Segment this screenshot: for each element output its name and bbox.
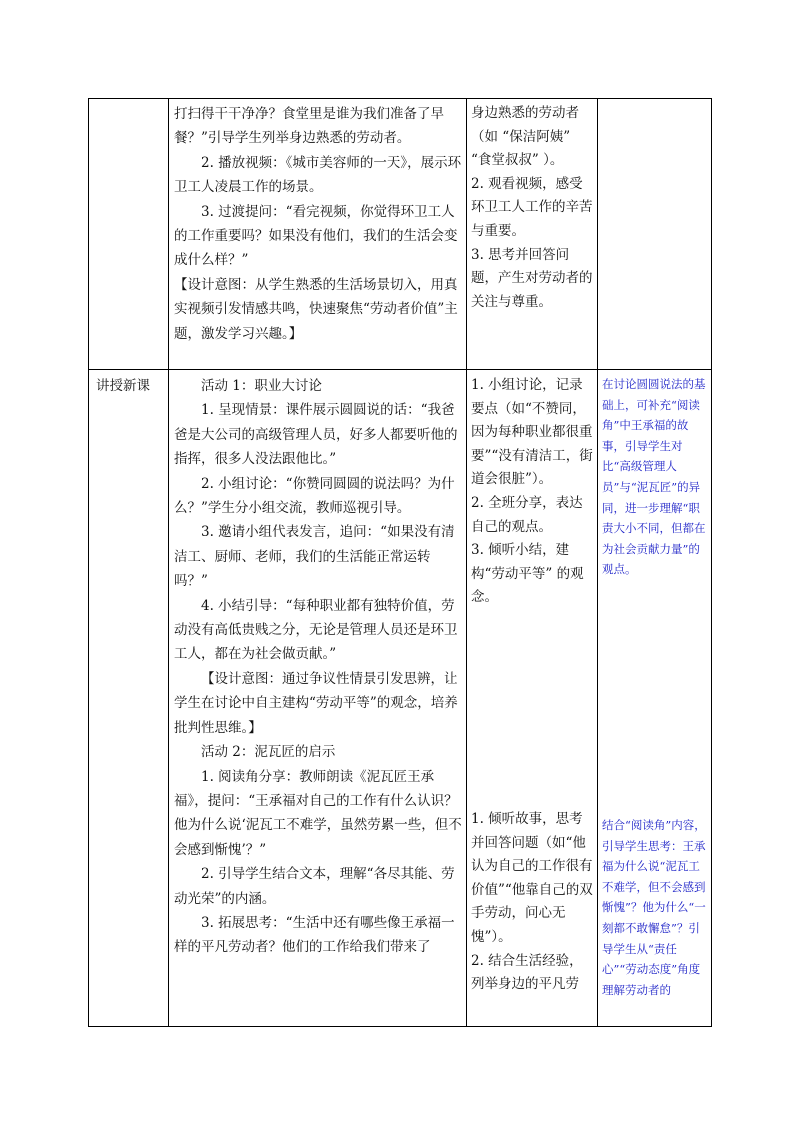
row-divider bbox=[88, 369, 712, 370]
paragraph: 4. 小结引导：“每种职业都有独特价值，劳动没有高低贵贱之分，无论是管理人员还是环卫工人，都在为社会做贡献。” bbox=[174, 597, 458, 663]
column-divider-1 bbox=[168, 98, 169, 1027]
row2-teaching-note-1: 在讨论圆圆说法的基础上，可补充“阅读角”中王承福的故事，引导学生对比“高级管理人员”与“泥瓦匠”的异同，进一步理解“职责大小不同，但都在为社会贡献力量”的观点。 bbox=[602, 377, 706, 577]
paragraph: 2. 小组讨论：“你赞同圆圆的说法吗？为什么？”学生分小组交流，教师巡视引导。 bbox=[174, 475, 455, 517]
design-intent: 【设计意图：通过争议性情景引发思辨，让学生在讨论中自主建构“劳动平等”的观念，培养批判性思维。】 bbox=[174, 670, 458, 736]
row2-teaching-note-2: 结合“阅读角”内容，引导学生思考：王承福为什么说“泥瓦工不难学，但不会感到惭愧”？他为什么“一刻都不敢懈怠”？引导学生从“责任心”“劳动态度”角度理解劳动者的 bbox=[602, 818, 706, 997]
paragraph: 身边熟悉的劳动者（如 “保洁阿姨” “食堂叔叔” ）。 bbox=[471, 105, 579, 169]
paragraph: 3. 拓展思考：“生活中还有哪些像王承福一样的平凡劳动者？他们的工作给我们带来了 bbox=[174, 914, 455, 956]
table-bottom-border bbox=[88, 1026, 712, 1027]
paragraph: 2. 全班分享，表达自己的观点。 bbox=[471, 494, 583, 535]
section-label: 讲授新课 bbox=[96, 378, 150, 394]
row1-teacher-activity bbox=[174, 102, 462, 346]
activity-heading: 活动 1：职业大讨论 bbox=[201, 378, 322, 394]
paragraph: 打扫得干干净净？食堂里是谁为我们准备了早餐？”引导学生列举身边熟悉的劳动者。 bbox=[174, 106, 444, 147]
row2-teacher-activity bbox=[174, 374, 462, 960]
paragraph: 1. 小组讨论，记录要点（如“不赞同，因为每种职业都很重要”“没有清洁工，街道会很脏”）。 bbox=[471, 377, 593, 488]
paragraph: 3. 思考并回答问题，产生对劳动者的关注与尊重。 bbox=[471, 246, 593, 310]
column-divider-2 bbox=[466, 98, 467, 1027]
paragraph: 2. 观看视频，感受环卫工人工作的辛苦与重要。 bbox=[471, 175, 593, 239]
paragraph: 3. 邀请小组代表发言，追问：“如果没有清洁工、厨师、老师，我们的生活能正常运转吗？” bbox=[174, 524, 455, 590]
design-intent: 【设计意图：从学生熟悉的生活场景切入，用真实视频引发情感共鸣，快速聚焦“劳动者价值”主题，激发学习兴趣。】 bbox=[174, 276, 458, 342]
table-left-border bbox=[88, 98, 89, 1027]
activity-heading: 活动 2：泥瓦匠的启示 bbox=[201, 744, 336, 761]
paragraph: 2. 引导学生结合文本，理解“各尽其能、劳动光荣”的内涵。 bbox=[174, 866, 455, 907]
paragraph: 2. 结合生活经验，列举身边的平凡劳 bbox=[471, 952, 583, 993]
table-top-border bbox=[88, 98, 712, 99]
paragraph: 3. 倾听小结，建构“劳动平等” 的观念。 bbox=[471, 542, 584, 606]
paragraph: 2. 播放视频：《城市美容师的一天》，展示环卫工人凌晨工作的场景。 bbox=[174, 154, 462, 196]
column-divider-3 bbox=[597, 98, 598, 1027]
paragraph: 1. 倾听故事，思考并回答问题（如“他认为自己的工作很有价值”“他靠自己的双手劳动，问心无愧”）。 bbox=[471, 811, 593, 945]
row1-student-activity bbox=[471, 102, 594, 314]
paragraph: 1. 阅读角分享：教师朗读《泥瓦匠王承福》，提问：“王承福对自己的工作有什么认识？他为什么说‘泥瓦工不难学，虽然劳累一些，但不会感到惭愧’？” bbox=[174, 768, 462, 858]
row2-student-activity-1 bbox=[471, 374, 594, 610]
paragraph: 1. 呈现情景：课件展示圆圆说的话：“我爸爸是大公司的高级管理人员，好多人都要听他的指挥，很多人没法跟他比。” bbox=[174, 402, 458, 468]
row2-student-activity-2 bbox=[471, 808, 594, 997]
paragraph: 3. 过渡提问：“看完视频，你觉得环卫工人的工作重要吗？如果没有他们，我们的生活会变成什么样？” bbox=[174, 203, 458, 269]
table-right-border bbox=[711, 98, 712, 1027]
